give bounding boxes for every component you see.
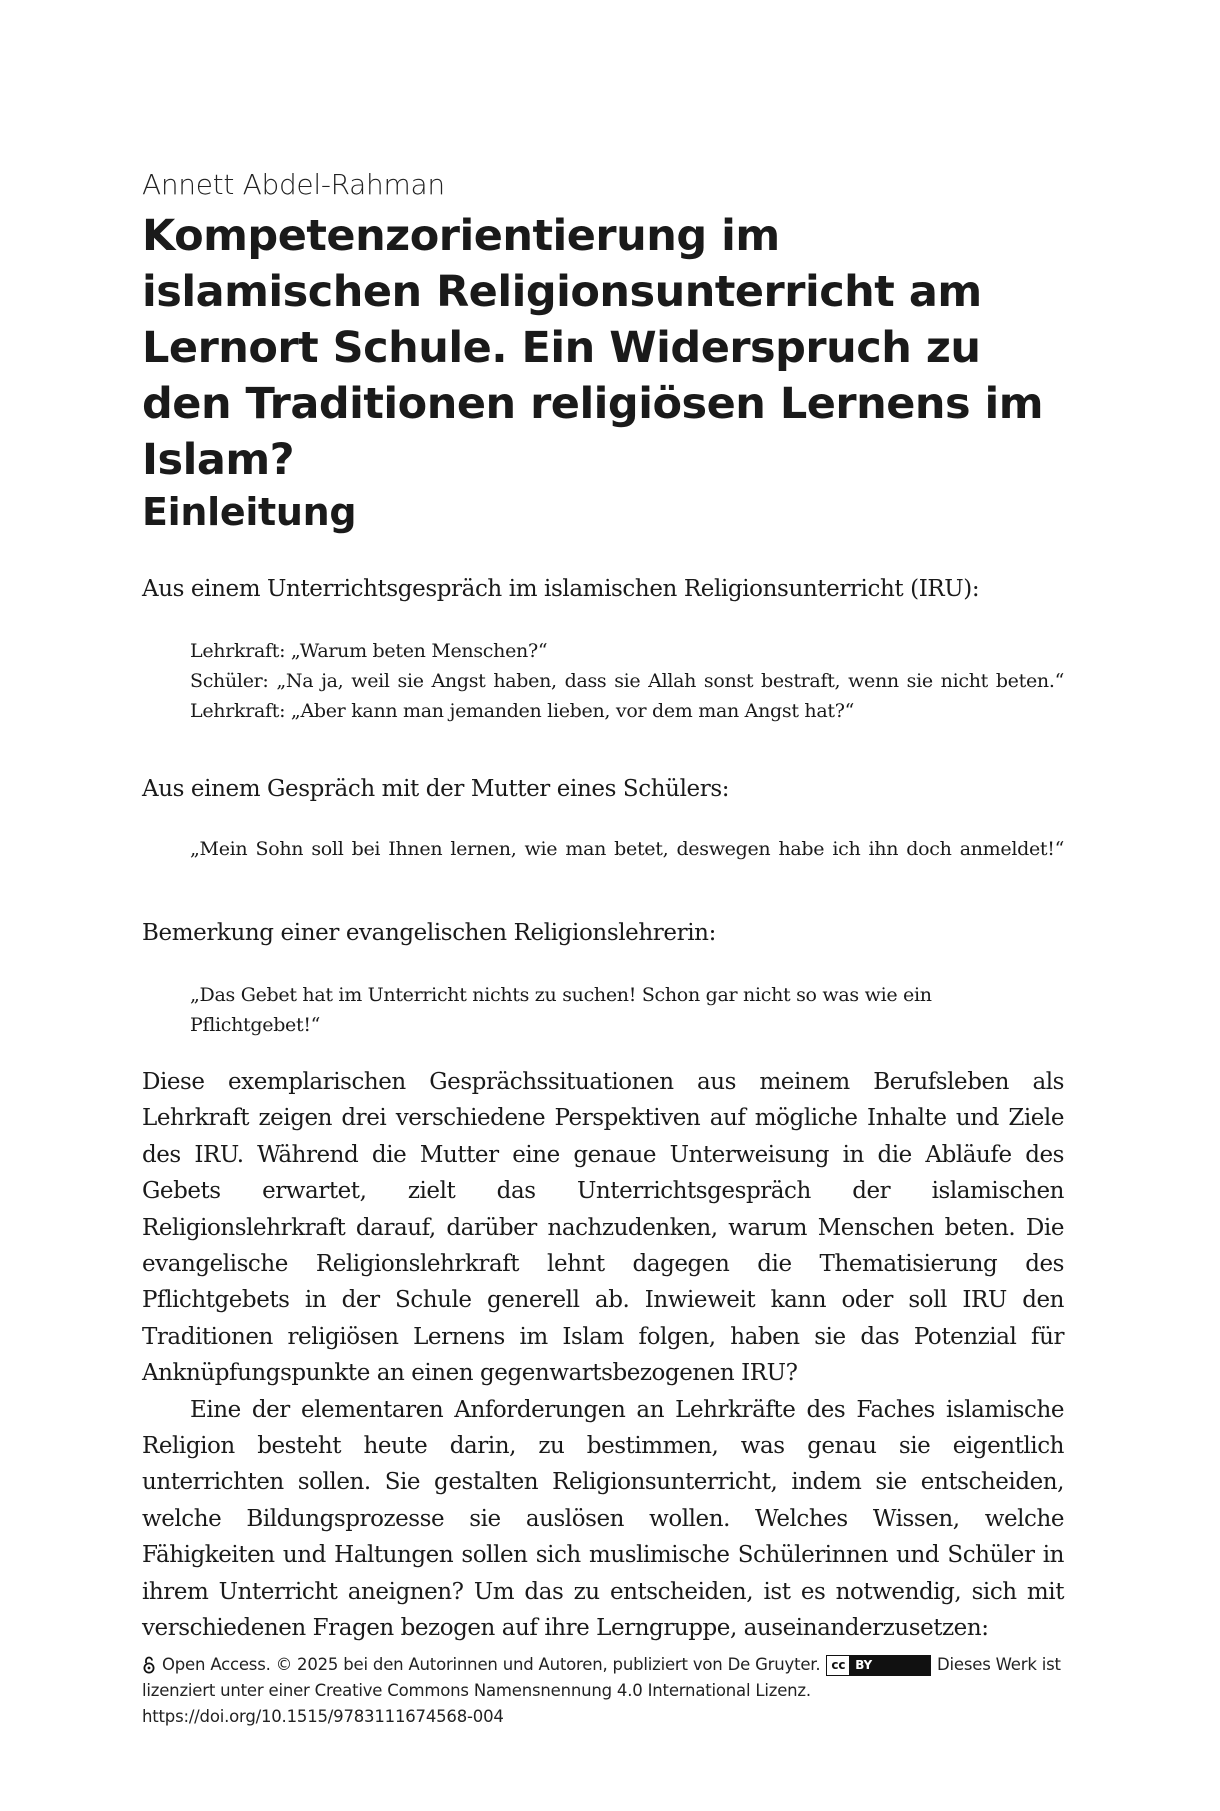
license-text-a: Dieses Werk ist [937, 1655, 1061, 1674]
dialog-quote [190, 636, 1064, 726]
quote-line: „Das Gebet hat im Unterricht nichts zu suchen! Schon gar nicht so was wie ein Pflichtgebet!“ [190, 984, 932, 1036]
mother-quote [190, 834, 1064, 864]
license-text-b: lizenziert unter einer Creative Commons Namensnennung 4.0 International Lizenz. [142, 1681, 811, 1700]
article-title: Kompetenzorientierung im islamischen Religionsunterricht am Lernort Schule. Ein Widerspruch zu den Traditionen religiösen Lernens im Islam? [142, 211, 1044, 485]
intro-text-2: Aus einem Gespräch mit der Mutter eines Schülers: [142, 776, 730, 802]
open-access-text: Open Access. © 2025 bei den Autorinnen und Autoren, publiziert von De Gruyter. [162, 1655, 821, 1674]
doi-link[interactable]: https://doi.org/10.1515/9783111674568-004 [142, 1707, 504, 1726]
footer [142, 1652, 1064, 1730]
author-name: Annett Abdel-Rahman [142, 168, 445, 201]
quote-line: „Mein Sohn soll bei Ihnen lernen, wie man betet, deswegen habe ich ihn doch anmeldet!“ [190, 838, 1064, 860]
intro-text-1: Aus einem Unterrichtsgespräch im islamischen Religionsunterricht (IRU): [142, 576, 980, 602]
dialog-line: Schüler: „Na ja, weil sie Angst haben, dass sie Allah sonst bestraft, wenn sie nicht beten.“ [190, 670, 1064, 692]
section-heading: Einleitung [142, 490, 357, 534]
open-access-icon [142, 1656, 156, 1674]
dialog-line: Lehrkraft: „Warum beten Menschen?“ [190, 640, 548, 662]
by-label: BY [849, 1656, 930, 1675]
paragraph: Eine der elementaren Anforderungen an Lehrkräfte des Faches islamische Religion besteht heute darin, zu bestimmen, was genau sie eigentlich unterrichten sollen. Sie gestalten Religionsunterricht, indem sie entscheiden, welche Bildungsprozesse sie auslösen wollen. Welches Wissen, welche Fähigkeiten und Haltungen sollen sich muslimische Schülerinnen und Schüler in ihrem Unterricht aneignen? Um das zu entscheiden, ist es notwendig, sich mit verschiedenen Fragen bezogen auf ihre Lerngruppe, auseinanderzusetzen: [142, 1396, 1064, 1642]
dialog-line: Lehrkraft: „Aber kann man jemanden lieben, vor dem man Angst hat?“ [190, 700, 855, 722]
intro-text-3: Bemerkung einer evangelischen Religionslehrerin: [142, 920, 716, 946]
paragraph: Diese exemplarischen Gesprächssituationen aus meinem Berufsleben als Lehrkraft zeigen drei verschiedene Perspektiven auf mögliche Inhalte und Ziele des IRU. Während die Mutter eine genaue Unterweisung in die Abläufe des Gebets erwartet, zielt das Unterrichtsgespräch der islamischen Religionslehrkraft darauf, darüber nachzudenken, warum Menschen beten. Die evangelische Religionslehrkraft lehnt dagegen die Thematisierung des Pflichtgebets in der Schule generell ab. Inwieweit kann oder soll IRU den Traditionen religiösen Lernens im Islam folgen, haben sie das Potenzial für Anknüpfungspunkte an einen gegenwartsbezogenen IRU? [142, 1069, 1064, 1387]
body-text [142, 1064, 1064, 1647]
cc-by-badge[interactable] [826, 1655, 931, 1676]
cc-icon: cc [827, 1656, 849, 1675]
teacher-quote [190, 980, 1064, 1040]
footer-line-1 [142, 1652, 1064, 1678]
